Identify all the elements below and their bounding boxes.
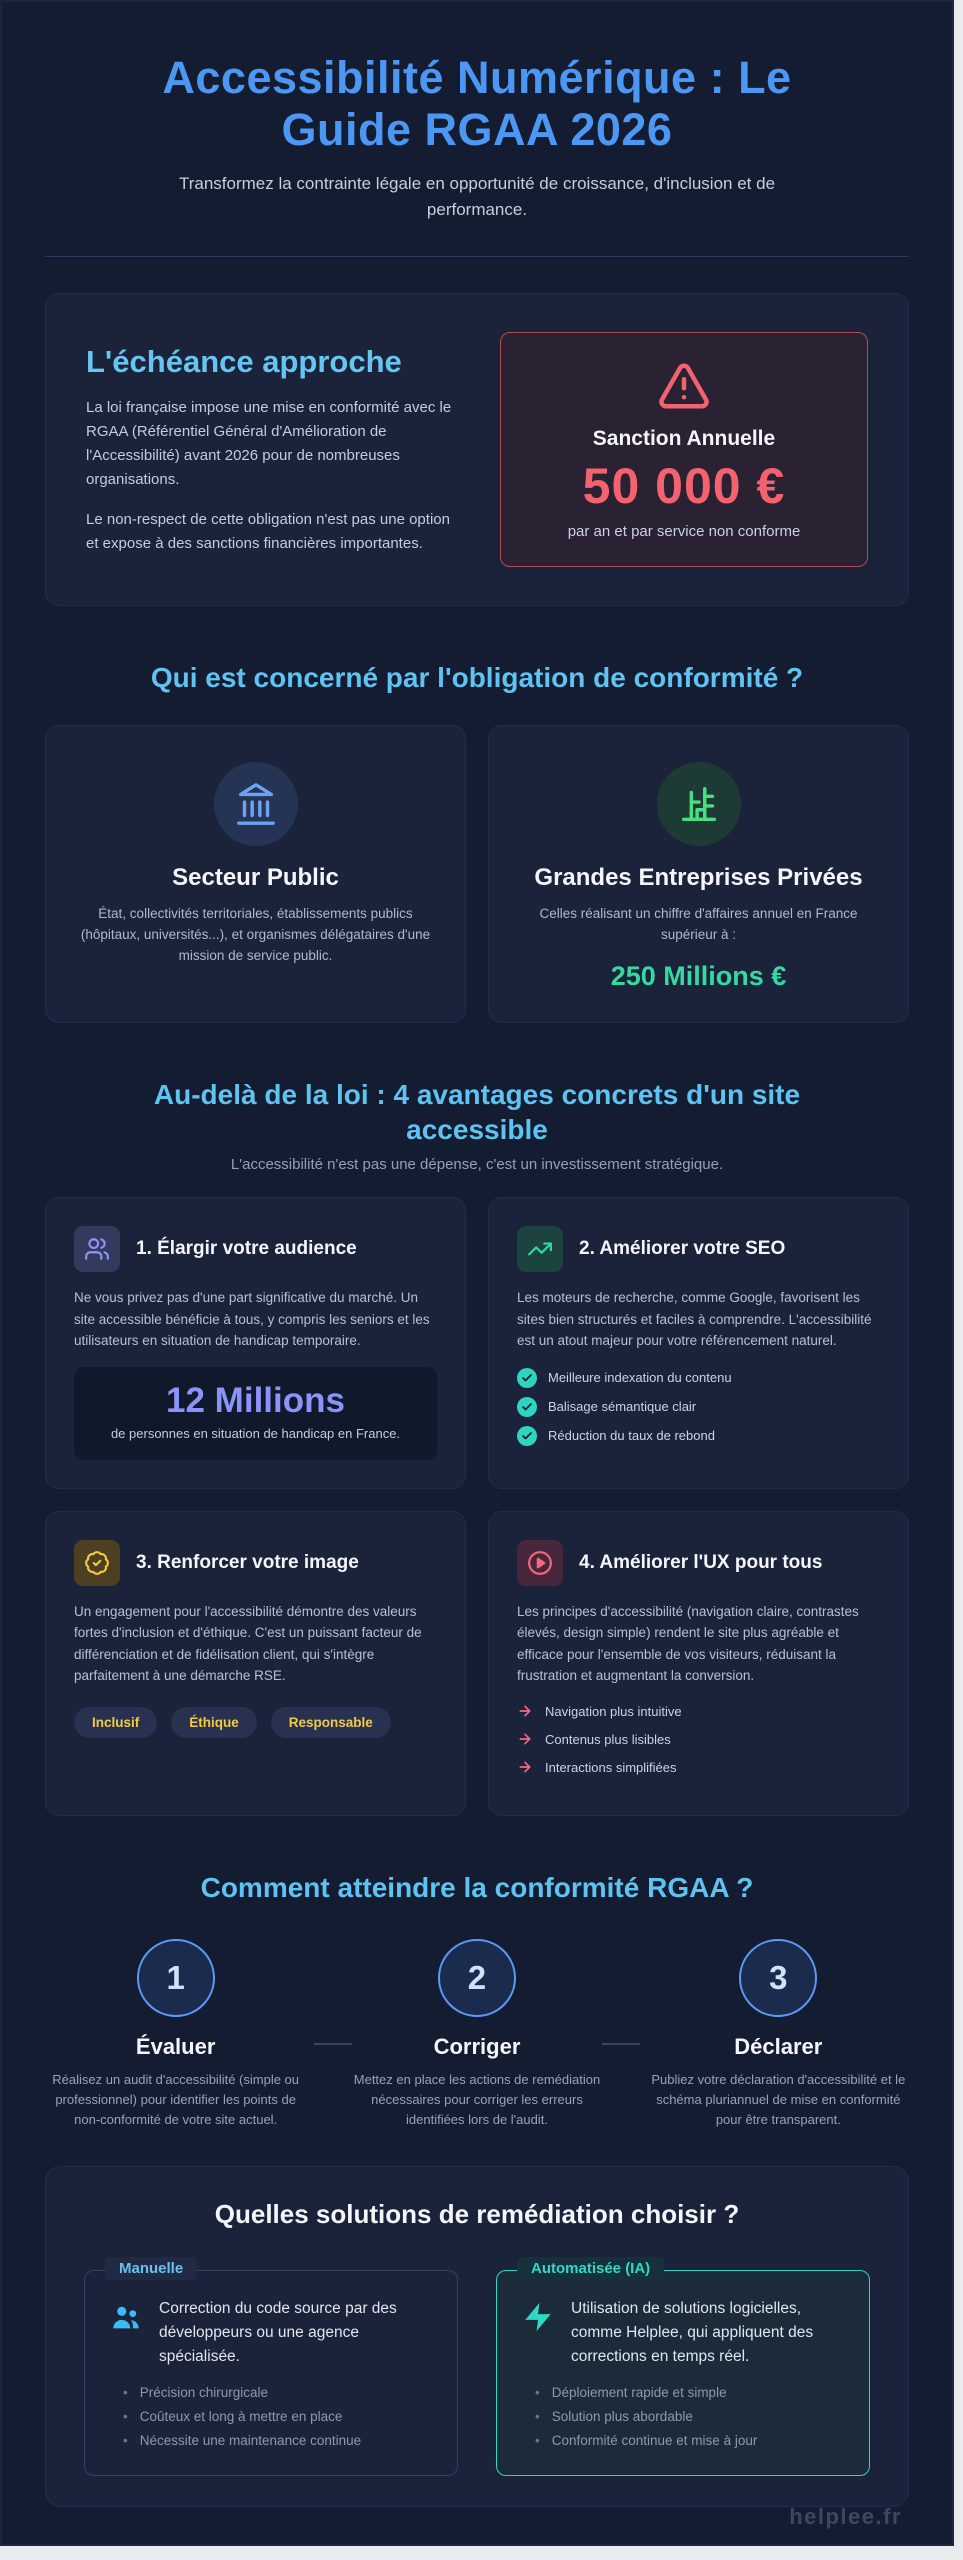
manual-bullet: • Précision chirurgicale	[123, 2385, 433, 2400]
automated-bullet: • Solution plus abordable	[535, 2409, 845, 2424]
audience-stat-value: 12 Millions	[166, 1380, 345, 1420]
ux-arrow-list	[517, 1703, 880, 1775]
trending-up-icon-wrapper	[517, 1226, 563, 1272]
benefit-audience-card	[45, 1197, 466, 1489]
manual-bullet: • Coûteux et long à mettre en place	[123, 2409, 433, 2424]
benefit-seo-text: Les moteurs de recherche, comme Google, favorisent les sites bien structurés et faciles à comprendre. L'accessibilité est un atout majeur pour votre référencement naturel.	[517, 1290, 872, 1349]
automated-solution-card	[496, 2260, 870, 2476]
solutions-heading: Quelles solutions de remédiation choisir ?	[214, 2199, 740, 2230]
step-connector	[314, 2043, 352, 2045]
private-companies-text: Celles réalisant un chiffre d'affaires annuel en France supérieur à :	[539, 906, 858, 943]
lightning-bolt-icon	[521, 2300, 555, 2334]
landmark-icon	[233, 781, 279, 827]
benefit-image-text: Un engagement pour l'accessibilité démontre des valeurs fortes d'inclusion et d'éthique. C'est un puissant facteur de différenciation et de fidélisation client, qui s'intègre parfaitement à une démarche RSE.	[74, 1603, 422, 1684]
seo-checklist-item: Balisage sémantique clair	[517, 1397, 880, 1417]
sanction-card	[500, 332, 868, 567]
benefit-seo-title: 2. Améliorer votre SEO	[579, 1238, 786, 1260]
step-corriger	[346, 1939, 607, 2130]
solutions-grid	[84, 2260, 870, 2476]
step-description: Réalisez un audit d'accessibilité (simple ou professionnel) pour identifier les points de non-conformité de votre site actuel.	[52, 2072, 300, 2128]
ux-list-item: Contenus plus lisibles	[517, 1731, 880, 1747]
sanction-amount: 50 000 €	[582, 458, 786, 515]
step-declarer	[648, 1939, 909, 2130]
ux-list-item: Navigation plus intuitive	[517, 1703, 880, 1719]
hero-section	[45, 2, 909, 257]
check-icon	[517, 1368, 537, 1388]
manual-solution-text: Correction du code source par des développeurs ou une agence spécialisée.	[159, 2300, 397, 2366]
manual-label-chip: Manuelle	[105, 2257, 197, 2280]
seo-checklist-item: Réduction du taux de rebond	[517, 1426, 880, 1446]
manual-bullet: • Nécessite une maintenance continue	[123, 2433, 433, 2448]
deadline-paragraph-1: La loi française impose une mise en conformité avec le RGAA (Référentiel Général d'Amélioration de l'Accessibilité) avant 2026 pour de nombreuses organisations.	[86, 398, 452, 488]
step-connector	[602, 2043, 640, 2045]
process-section-heading: Comment atteindre la conformité RGAA ?	[200, 1872, 754, 1904]
people-icon	[109, 2300, 143, 2334]
play-circle-icon	[527, 1550, 553, 1576]
benefit-seo-header	[517, 1226, 880, 1272]
warning-triangle-icon	[657, 359, 711, 413]
benefit-image-header	[74, 1540, 437, 1586]
private-companies-card	[488, 725, 909, 1023]
public-sector-title: Secteur Public	[172, 864, 339, 892]
automated-content-row	[521, 2297, 845, 2369]
deadline-section	[45, 293, 909, 606]
who-cards-grid	[45, 725, 909, 1023]
process-steps	[45, 1939, 909, 2130]
tag-badge: Inclusif	[74, 1707, 157, 1738]
landmark-icon-wrapper	[214, 762, 298, 846]
page-title: Accessibilité Numérique : Le Guide RGAA 2026	[162, 52, 792, 156]
seo-checklist	[517, 1368, 880, 1446]
benefit-audience-header	[74, 1226, 437, 1272]
deadline-paragraph-2: Le non-respect de cette obligation n'est pas une option et expose à des sanctions financières importantes.	[86, 510, 450, 552]
step-number-circle: 2	[438, 1939, 516, 2017]
step-number-circle: 1	[137, 1939, 215, 2017]
benefit-ux-card	[488, 1511, 909, 1816]
tag-badge: Éthique	[171, 1707, 257, 1738]
who-section-heading: Qui est concerné par l'obligation de conformité ?	[150, 662, 804, 694]
manual-bullet-list	[123, 2385, 433, 2448]
solutions-section	[45, 2166, 909, 2507]
trending-up-icon	[527, 1236, 553, 1262]
divider	[45, 256, 909, 257]
step-evaluer	[45, 1939, 306, 2130]
benefit-ux-title: 4. Améliorer l'UX pour tous	[579, 1551, 823, 1573]
private-companies-title: Grandes Entreprises Privées	[534, 864, 863, 892]
tag-badge: Responsable	[271, 1707, 391, 1738]
step-title: Corriger	[433, 2034, 521, 2060]
benefit-ux-text: Les principes d'accessibilité (navigation claire, contrastes élevés, design simple) rendent le site plus agréable et efficace pour l'ensemble de vos visiteurs, réduisant la frustration et augmentant la conversion.	[517, 1603, 859, 1684]
automated-bullet: • Déploiement rapide et simple	[535, 2385, 845, 2400]
step-title: Déclarer	[734, 2034, 823, 2060]
benefits-section-heading: Au-delà de la loi : 4 avantages concrets d'un site accessible	[153, 1079, 801, 1146]
automated-label-chip: Automatisée (IA)	[517, 2257, 664, 2280]
check-icon	[517, 1397, 537, 1417]
step-number-circle: 3	[739, 1939, 817, 2017]
step-description: Mettez en place les actions de remédiation nécessaires pour corriger les erreurs identifiées lors de l'audit.	[353, 2072, 601, 2128]
public-sector-text: État, collectivités territoriales, établissements publics (hôpitaux, universités...), et organismes délégataires d'une mission de service public.	[80, 906, 431, 964]
automated-bullet: • Conformité continue et mise à jour	[535, 2433, 845, 2448]
audience-stat-box	[74, 1367, 437, 1460]
badge-check-icon-wrapper	[74, 1540, 120, 1586]
chart-icon-wrapper	[657, 762, 741, 846]
step-description: Publiez votre déclaration d'accessibilité et le schéma pluriannuel de mise en conformité pour être transparent.	[651, 2072, 906, 2128]
ux-list-item: Interactions simplifiées	[517, 1759, 880, 1775]
benefits-cards-grid	[45, 1197, 909, 1816]
benefits-section-subtitle: L'accessibilité n'est pas une dépense, c'est un investissement stratégique.	[230, 1156, 724, 1174]
users-icon-wrapper	[74, 1226, 120, 1272]
deadline-heading: L'échéance approche	[86, 343, 402, 379]
sanction-label: Sanction Annuelle	[592, 427, 776, 451]
manual-solution-card	[84, 2260, 458, 2476]
badge-check-icon	[84, 1550, 110, 1576]
arrow-right-icon	[517, 1731, 533, 1747]
seo-checklist-item: Meilleure indexation du contenu	[517, 1368, 880, 1388]
benefit-audience-text: Ne vous privez pas d'une part significative du marché. Un site accessible bénéficie à tous, y compris les seniors et les utilisateurs en situation de handicap temporaire.	[74, 1290, 430, 1349]
automated-bullet-list	[535, 2385, 845, 2448]
deadline-text-column	[86, 344, 458, 556]
manual-content-row	[109, 2297, 433, 2369]
step-title: Évaluer	[135, 2034, 216, 2060]
arrow-right-icon	[517, 1759, 533, 1775]
check-icon	[517, 1426, 537, 1446]
arrow-right-icon	[517, 1703, 533, 1719]
bar-chart-icon	[676, 781, 722, 827]
users-icon	[84, 1236, 110, 1262]
benefit-image-card	[45, 1511, 466, 1816]
play-circle-icon-wrapper	[517, 1540, 563, 1586]
revenue-threshold: 250 Millions €	[610, 961, 787, 992]
benefit-image-title: 3. Renforcer votre image	[136, 1551, 359, 1573]
benefit-ux-header	[517, 1540, 880, 1586]
page-subtitle: Transformez la contrainte légale en opportunité de croissance, d'inclusion et de performance.	[178, 174, 776, 219]
benefit-seo-card	[488, 1197, 909, 1489]
brand-watermark: helplee.fr	[789, 2504, 902, 2529]
benefit-audience-title: 1. Élargir votre audience	[136, 1238, 357, 1260]
public-sector-card	[45, 725, 466, 1023]
audience-stat-caption: de personnes en situation de handicap en France.	[110, 1425, 401, 1441]
automated-solution-text: Utilisation de solutions logicielles, comme Helplee, qui appliquent des corrections en temps réel.	[571, 2300, 814, 2366]
sanction-caption: par an et par service non conforme	[567, 523, 801, 541]
values-tag-row	[74, 1707, 437, 1738]
